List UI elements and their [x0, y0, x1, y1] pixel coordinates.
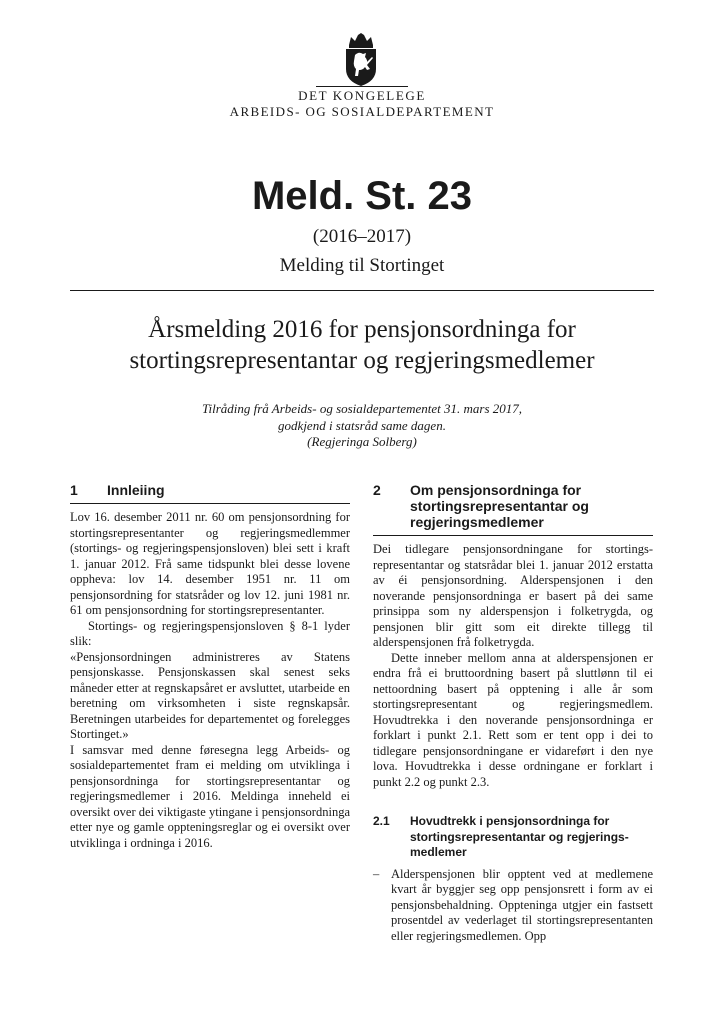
recommendation-line2: godkjend i statsråd same dagen. [278, 417, 446, 433]
section-1-paragraph-1: Lov 16. desember 2011 nr. 60 om pensjonsordning for stortingsrepresentanter og regjeringsmedlemmer (stortings- og regjeringspensjonsloven) blei sett i kraft 1. januar 2012. Frå same tidspunkt blei desse lovene oppheva: lov 14. desember 1951 nr. 11 om pensjonsordning for statsråder og lov 12. juni 1981 nr. 61 om pensjonsordning for stortingsrepresentanter. [70, 510, 350, 617]
department-name-line1: DET KONGELEGE [298, 88, 426, 103]
section-2-number: 2 [373, 482, 381, 498]
section-2-title: Om pensjonsordninga for stortingsrepresentantar og regjeringsmedlemer [410, 482, 589, 530]
law-quote: «Pensjonsordningen administreres av Statens pensjonskasse. Pensjonskassen skal senest seks måneder etter at regnskapsåret er avsluttet, utarbeide en beretning om virksomheten i siste regnskapsår. Beretningen utarbeides for departementet og forelegges Stortinget.» [70, 649, 350, 741]
document-session: (2016–2017) [312, 226, 412, 247]
report-title: Årsmelding 2016 for pensjonsordninga for stortingsrepresentantar og regjeringsmedlemer [129, 316, 595, 374]
norwegian-coat-of-arms-icon [337, 33, 385, 87]
subsection-2-1-title: Hovudtrekk i pensjonsordninga for stortingsrepresentantar og regjeringsmedlemer [410, 814, 629, 859]
document-kind: Melding til Stortinget [279, 255, 445, 276]
recommendation-line1: Tilråding frå Arbeids- og sosialdepartementet 31. mars 2017, [201, 401, 523, 416]
department-rule [316, 86, 408, 87]
section-2-paragraph-2: Dette inneber mellom anna at alderspensjonen er endra frå ei bruttoordning basert på sluttlønn til ei nettoordning basert på opptening i alle år som stortingsrepresentant og regjeringsmedlem. Hovudtrekka i den noverande pensjonsordninga er forklart i punkt 2.1. Rett som er tent opp i dei to tidlegare pensjonsordningane er vidareført i den nye lova. Hovudtrekka i desse ordningane er forklart i punkt 2.2 og punkt 2.3. [373, 650, 653, 789]
right-column [373, 482, 653, 944]
document-title: Meld. St. 23 [251, 174, 473, 218]
recommendation-note [100, 401, 624, 451]
section-1-title: Innleiing [107, 482, 165, 498]
recommendation-line3: (Regjeringa Solberg) [307, 434, 417, 449]
department-name-line2: ARBEIDS- OG SOSIALDEPARTEMENT [229, 104, 495, 119]
section-1-paragraph-2: Stortings- og regjeringspensjonsloven § 8-1 lyder slik: [70, 618, 350, 648]
section-2-paragraph-1: Dei tidlegare pensjonsordningane for stortingsrepresentantar og statsrådar blei 1. januar 2012 erstatta av éi pensjonsordning. Alderspensjonen i den noverande pensjonsordninga er basert på dei same prinsippa som ny alderspensjon i folketrygda, og pensjonen blir gitt som eit direkte tillegg til alderspensjonen frå folketrygda. [373, 542, 653, 649]
subsection-2-1-heading [373, 814, 653, 861]
subsection-2-1-number: 2.1 [373, 814, 390, 828]
list-item-text: Alderspensjonen blir opptent ved at medlemene kvart år byggjer seg opp pensjonsrett i form av ei pensjonsbehaldning. Oppteninga utgjer ein fastsett prosentdel av vederlaget til stortingsrepresentanten eller regjeringsmedlemen. Opp [391, 866, 653, 943]
list-item [373, 867, 653, 945]
left-column [70, 482, 350, 851]
list-dash: – [373, 866, 380, 881]
section-1-heading [70, 482, 350, 504]
section-1-paragraph-3: I samsvar med denne føresegna legg Arbeids- og sosialdepartementet fram ei melding om utviklinga i pensjonsordninga for stortingsrepresentantar og regjeringsmedlemer i 2016. Meldinga inneheld ei oversikt over dei viktigaste ytingane i pensjonsordninga etter nye og gamle oppteningsreglar og ei oversikt over utviklinga i ordninga i 2016. [70, 742, 350, 850]
section-2-heading [373, 482, 653, 536]
section-1-number: 1 [70, 482, 78, 498]
title-divider [70, 290, 654, 291]
